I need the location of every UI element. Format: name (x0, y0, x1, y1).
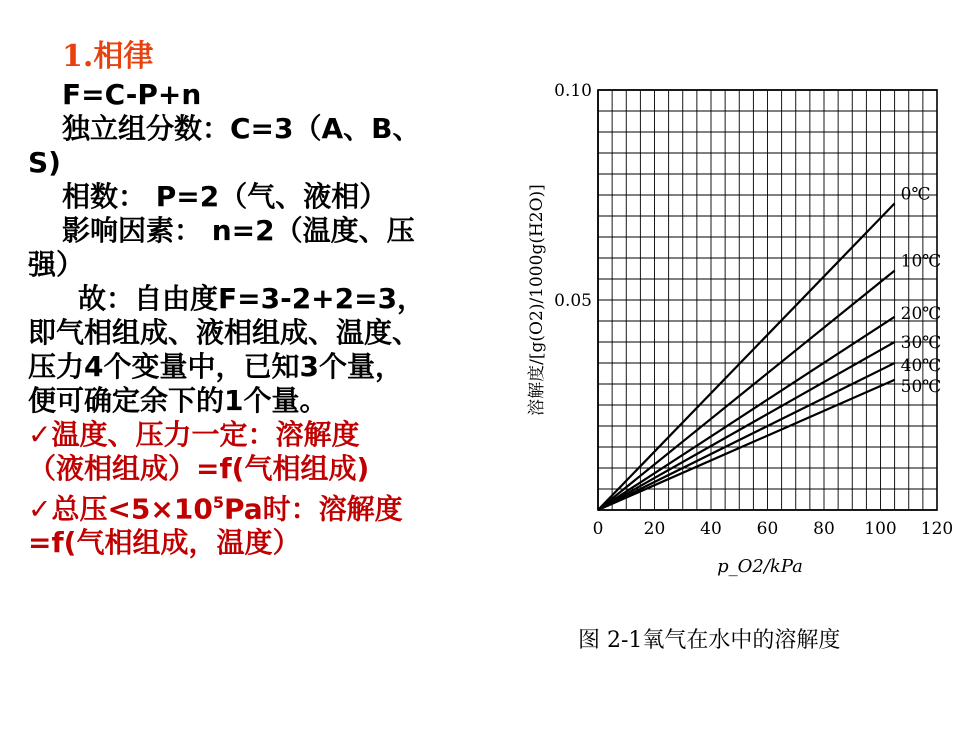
x-tick-label: 80 (813, 519, 835, 539)
phase-rule-formula: F=C-P+n (62, 78, 202, 111)
check-mark-icon: ✓ (28, 492, 52, 526)
series-line (598, 380, 895, 510)
components-line-2: S) (28, 146, 61, 179)
point-1-line-2: （液相组成）=f(气相组成) (28, 452, 370, 485)
series-line (598, 271, 895, 510)
point-2-line-2: =f(气相组成，温度） (28, 526, 301, 560)
x-tick-label: 100 (864, 519, 897, 539)
dof-line-3: 压力4个变量中，已知3个量， (28, 350, 403, 383)
y-tick-label: 0.05 (554, 291, 592, 311)
point-2-suffix: Pa时：溶解度 (223, 492, 403, 526)
x-tick-label: 60 (756, 519, 779, 539)
x-tick-label: 120 (920, 519, 954, 539)
series-label: 20℃ (900, 303, 942, 324)
y-tick-label: 0.10 (554, 81, 592, 101)
point-2-prefix: 总压<5×10 (51, 492, 213, 526)
slide-title: 1.相律 (62, 39, 154, 74)
series-line (598, 363, 895, 510)
check-mark-icon: ✓ (28, 418, 52, 451)
phases-line: 相数： P=2（气、液相） (62, 180, 388, 213)
factors-line-1: 影响因素： n=2（温度、压 (62, 214, 415, 247)
x-axis-label: p_O2/kPa (717, 556, 803, 577)
series-label: 50℃ (900, 376, 942, 397)
y-axis-label: 溶解度/[g(O2)/1000g(H2O)] (527, 184, 547, 416)
point-1-text: 温度、压力一定：溶解度 (51, 418, 360, 451)
series-label: 40℃ (900, 356, 942, 376)
series-line (598, 317, 895, 510)
series-line (598, 203, 895, 510)
series-label: 10℃ (900, 251, 942, 272)
components-line-1: 独立组分数：C=3（A、B、 (62, 112, 421, 145)
x-tick-label: 20 (643, 519, 666, 539)
dof-line-4: 便可确定余下的1个量。 (28, 384, 328, 417)
dof-line-2: 即气相组成、液相组成、温度、 (28, 316, 421, 349)
x-tick-label: 0 (592, 519, 604, 539)
figure-caption: 图 2-1氧气在水中的溶解度 (578, 628, 841, 653)
series-label: 30℃ (900, 333, 942, 353)
dof-line-1: 故：自由度F=3-2+2=3， (78, 282, 426, 315)
series-label: 0℃ (900, 184, 931, 205)
factors-line-2: 强） (28, 248, 85, 281)
x-tick-label: 40 (700, 519, 722, 539)
point-2-exponent: 5 (212, 493, 224, 512)
